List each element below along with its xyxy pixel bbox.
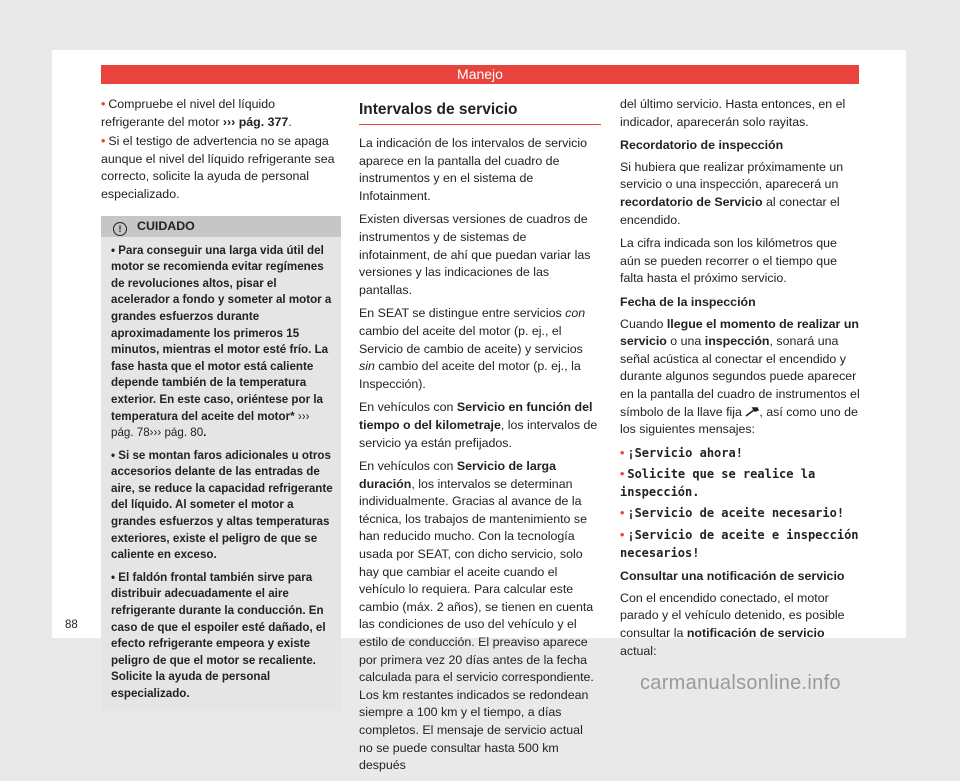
section-divider: [359, 124, 601, 125]
text: , así como uno de los siguientes mensajes:: [620, 404, 858, 437]
caution-body: [101, 237, 341, 711]
message-text: ¡Servicio de aceite necesario!: [627, 506, 845, 521]
bold-text: Servicio de larga duración: [359, 459, 556, 491]
subheading: Consultar una notificación de servicio: [620, 569, 845, 584]
message-text: ¡Servicio de aceite e inspección necesarios!: [620, 528, 859, 560]
text: al conectar el encendido.: [620, 194, 840, 227]
caution-item-text: El faldón frontal también sirve para distribuir adecuadamente el aire refrigerante durante la conducción. En caso de que el espoiler esté dañado, el efecto refrigerante empeora y existe peligro de que el motor se recaliente. Solicite la ayuda de personal especializado.: [111, 570, 326, 700]
text: , los intervalos de servicio ya están prefijados.: [359, 417, 598, 450]
column-2: [359, 96, 599, 781]
subheading: Fecha de la inspección: [620, 294, 756, 309]
text: o una: [666, 334, 705, 349]
bold-text: inspección: [704, 334, 770, 349]
column-3: [620, 96, 860, 666]
text: En vehículos con: [359, 400, 457, 415]
text: cambio del aceite del motor (p. ej., la Inspección).: [359, 359, 581, 391]
text: En SEAT se distingue entre servicios: [359, 306, 566, 321]
caution-item-text-end: .: [203, 426, 207, 440]
paragraph: [359, 458, 599, 775]
bullet-text: Compruebe el nivel del líquido refrigerante del motor: [101, 97, 276, 129]
page-reference-link[interactable]: ››› pág. 377: [222, 114, 289, 129]
watermark: carmanualsonline.info: [640, 672, 841, 694]
bullet-item: [101, 96, 341, 131]
text: actual:: [620, 643, 657, 658]
caution-box: [101, 216, 341, 711]
bullet-dot-icon: •: [101, 97, 106, 111]
message-item: [620, 527, 860, 562]
paragraph: [359, 305, 599, 393]
bullet-item: [101, 133, 341, 203]
bullet-dot-icon: •: [620, 445, 625, 460]
bullet-dot-icon: •: [620, 506, 625, 521]
text: cambio del aceite del motor (p. ej., el Servicio de cambio de aceite) y servicios: [359, 323, 583, 356]
text: Si hubiera que realizar próximamente un servicio o una inspección, aparecerá un: [620, 159, 844, 192]
paragraph: La indicación de los intervalos de servicio aparece en la pantalla del cuadro de instrumentos y en el sistema de Infotainment.: [359, 136, 587, 203]
message-text: ¡Servicio ahora!: [627, 445, 743, 460]
bullet-dot-icon: •: [101, 134, 106, 149]
bold-text: notificación de servicio: [686, 626, 825, 641]
emphasis-text: con: [565, 306, 586, 321]
text: En vehículos con: [359, 459, 457, 474]
column-1: [101, 96, 341, 711]
text: , los intervalos se determinan individualmente. Gracias al avance de la técnica, los trabajos de mantenimiento se han reducido mucho. Con la tecnología usada por SEAT, con dicho servicio, solo hay que cambiar el aceite cuando el vehículo lo requiera. Para calcular este cambio (máx. 2 años), se tienen en cuenta las condiciones de uso del vehículo y el estilo de conducción. El preaviso aparece por primera vez 20 días antes de la fecha calculada para el servicio correspondiente. Los km restantes indicados se redondean siempre a 100 km y el tiempo, a días completos. El mensaje de servicio actual no se puede consultar hasta 500 km después: [359, 476, 594, 773]
section-header-title: Manejo: [457, 66, 503, 82]
text: , sonará una señal acústica al conectar el encendido y durante algunos segundos puede aparecer en la pantalla del cuadro de instrumentos el símbolo de la llave fija: [620, 334, 860, 419]
paragraph: [359, 399, 599, 452]
paragraph: [620, 159, 860, 229]
bold-text: recordatorio de Servicio: [620, 194, 763, 209]
page-number: 88: [65, 619, 78, 631]
bullet-text-end: .: [288, 114, 292, 129]
bold-text: Servicio en función del tiempo o del kilometraje: [359, 400, 593, 432]
text: Cuando: [620, 316, 667, 331]
message-text: Solicite que se realice la inspección.: [620, 467, 816, 499]
page-reference-link[interactable]: ››› pág. 78››› pág. 80: [111, 409, 310, 440]
paragraph: La cifra indicada son los kilómetros que aún se pueden recorrer o el tiempo que falta hasta el próximo servicio.: [620, 236, 837, 286]
wrench-icon: [745, 407, 759, 417]
section-title: Intervalos de servicio: [359, 101, 518, 118]
message-item: [620, 445, 860, 463]
paragraph: del último servicio. Hasta entonces, en el indicador, aparecerán solo rayitas.: [620, 97, 846, 129]
subheading: Recordatorio de inspección: [620, 138, 784, 153]
caution-item-text: Si se montan faros adicionales u otros accesorios delante de las entradas de aire, se reduce la capacidad refrigerante del líquido. Al someter el motor a grandes esfuerzos y altas temperaturas exteriores, existe el peligro de que se caliente en exceso.: [111, 448, 333, 562]
bullet-dot-icon: •: [620, 467, 625, 482]
caution-item-text: Para conseguir una larga vida útil del motor se recomienda evitar regímenes de revoluciones altos, pisar el acelerador a fondo y someter al motor a grandes esfuerzos durante aproximadamente los primeros 15 minutos, mientras el motor esté frío. La fase hasta que el motor está caliente depende también de la temperatura exterior. En este caso, oriéntese por la temperatura del aceite del motor*: [111, 243, 332, 423]
caution-title: CUIDADO: [137, 218, 195, 233]
text: Con el encendido conectado, el motor parado y el vehículo detenido, es posible consultar la: [620, 590, 845, 641]
caution-item: • El faldón frontal también sirve para distribuir adecuadamente el aire refrigerante durante la conducción. En caso de que el espoiler esté dañado, el efecto refrigerante empeora y existe peligro de que el motor se recaliente. Solicite la ayuda de personal especializado.: [111, 570, 326, 700]
caution-item: • Para conseguir una larga vida útil del motor se recomienda evitar regímenes de revoluciones altos, pisar el acelerador a fondo y someter al motor a grandes esfuerzos durante aproximadamente los primeros 15 minutos, mientras el motor esté frío. La fase hasta que el motor está caliente depende también de la temperatura exterior. En este caso, oriéntese por la temperatura del aceite del motor* ››› pág. 78››› pág. 80.: [111, 243, 332, 440]
caution-icon: !: [113, 222, 127, 236]
section-header-bar: [101, 65, 859, 84]
paragraph: [620, 316, 860, 439]
paragraph: Existen diversas versiones de cuadros de instrumentos y de sistemas de infotainment, de ahí que puedan variar las versiones y las indicaciones de las pantallas.: [359, 212, 591, 297]
emphasis-text: sin: [359, 359, 375, 374]
bold-text: llegue el momento de realizar un servicio: [620, 316, 859, 349]
bullet-text: Si el testigo de advertencia no se apaga aunque el nivel del líquido refrigerante sea correcto, solicite la ayuda de personal especializado.: [101, 134, 335, 201]
bullet-dot-icon: •: [620, 528, 625, 543]
paragraph: [620, 590, 860, 660]
caution-header: [101, 216, 341, 237]
caution-item: • Si se montan faros adicionales u otros accesorios delante de las entradas de aire, se reduce la capacidad refrigerante del líquido. Al someter el motor a grandes esfuerzos y altas temperaturas exteriores, existe el peligro de que se caliente en exceso.: [111, 448, 333, 562]
message-item: [620, 466, 860, 501]
message-item: [620, 505, 860, 523]
